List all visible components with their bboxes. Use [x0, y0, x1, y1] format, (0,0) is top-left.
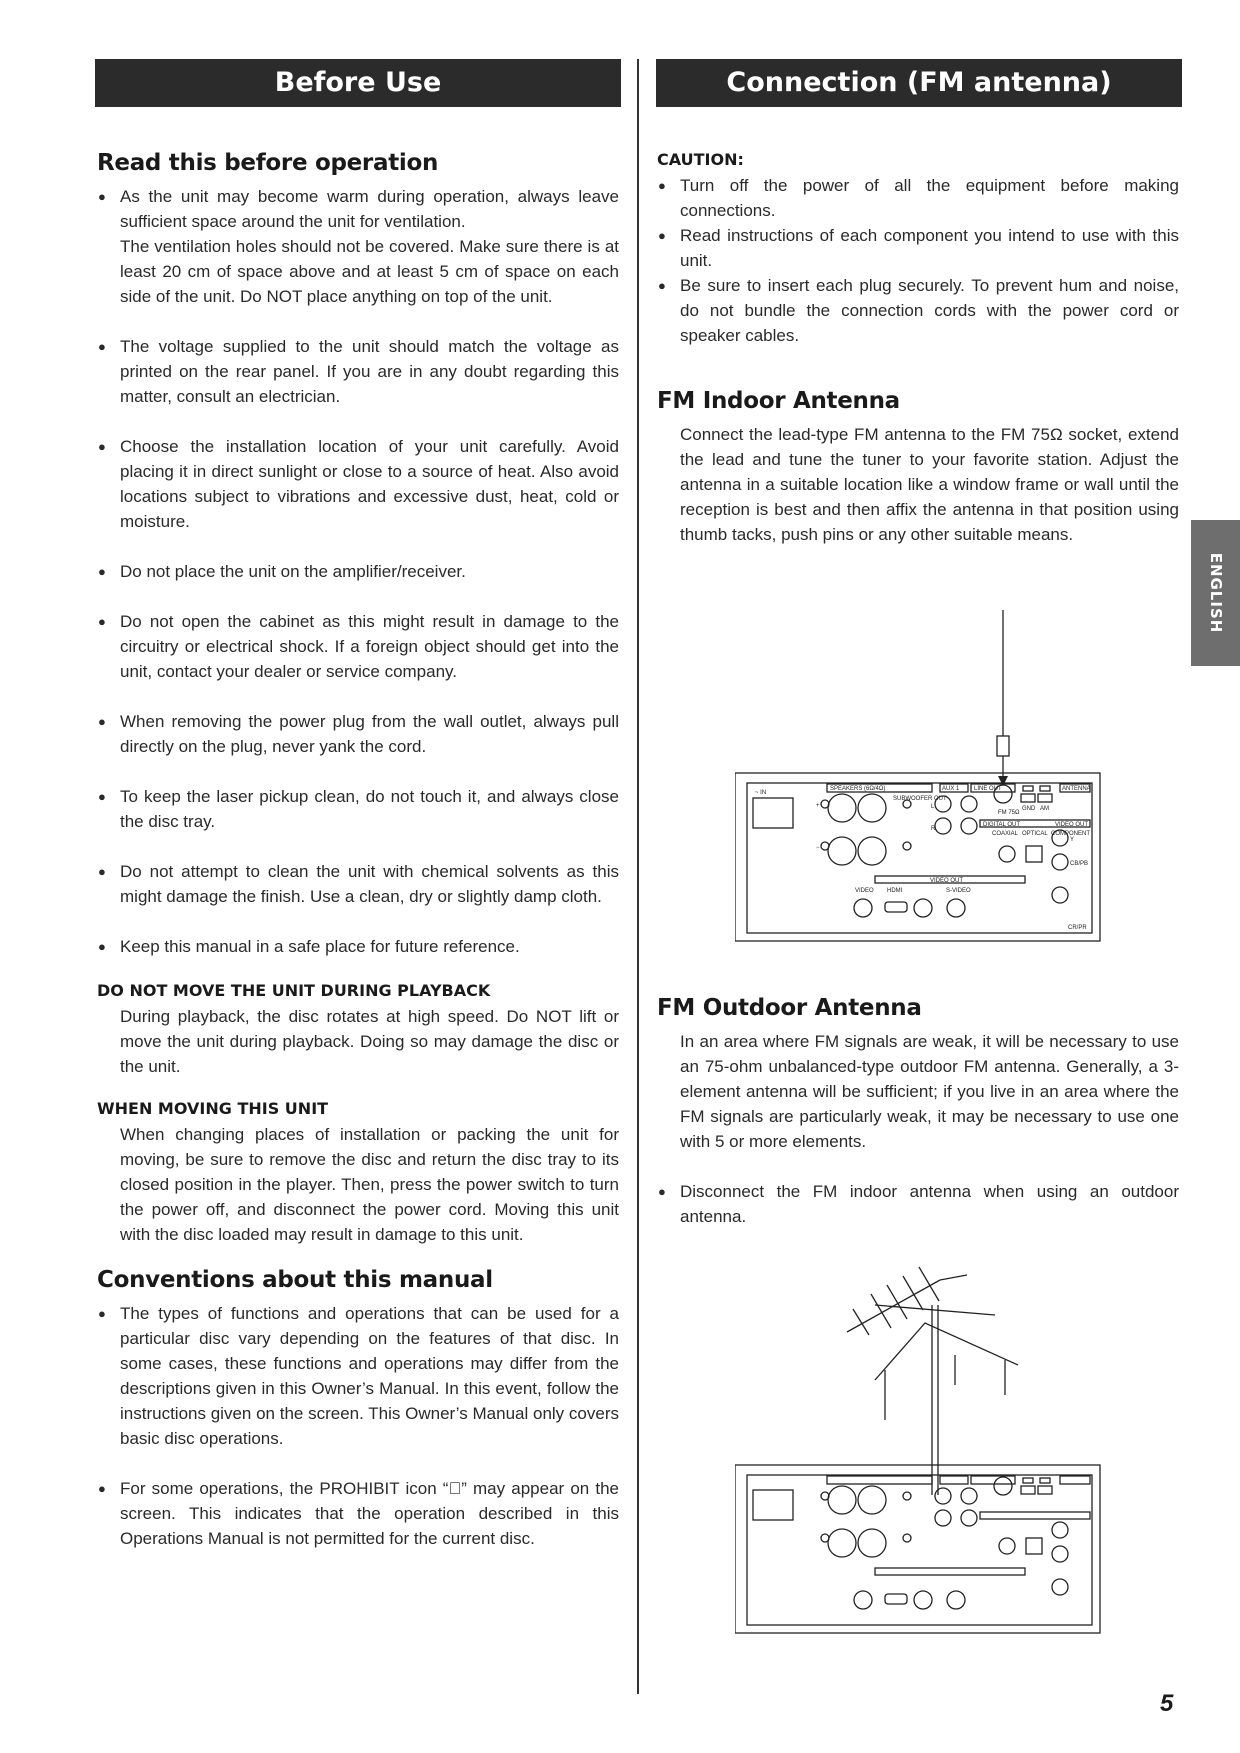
language-tab-label: ENGLISH — [1206, 552, 1225, 634]
panel-label-subwoofer: SUBWOOFER OUT — [893, 796, 947, 802]
bullet-voltage: ● The voltage supplied to the unit should match the voltage as printed on the rear panel. If you are in any doubt regarding this matter, consult an electrician. — [97, 334, 619, 409]
language-tab — [1191, 520, 1240, 666]
fm-outdoor-heading: FM Outdoor Antenna — [657, 995, 922, 1021]
bullet-cleaning: ● Do not attempt to clean the unit with chemical solvents as this might damage the finish. Use a clean, dry or slightly damp cloth. — [97, 859, 619, 909]
column-divider — [637, 59, 639, 1694]
fm-outdoor-section — [657, 995, 1179, 1229]
panel-label-r: R — [931, 826, 936, 832]
bullet-caution-plug: ● Be sure to insert each plug securely. To prevent hum and noise, do not bundle the connection cords with the power cord or speaker cables. — [657, 273, 1179, 348]
panel-label-aux: AUX 1 — [942, 786, 960, 792]
moving-text: When changing places of installation or packing the unit for moving, be sure to remove the disc and return the disc tray to its closed position in the player. Then, press the power switch to turn the power off, and disconnect the power cord. Moving this unit with the disc loaded may result in damage to this unit. — [120, 1125, 619, 1244]
caution-heading: CAUTION: — [657, 150, 744, 169]
bullet-amplifier: ● Do not place the unit on the amplifier/receiver. — [97, 559, 619, 584]
panel-label-line-out: LINE OUT — [974, 786, 1002, 792]
panel-label-cbpb: CB/PB — [1070, 861, 1089, 867]
panel-label-video-out-small: VIDEO OUT — [1055, 822, 1089, 828]
panel-label-coaxial: COAXIAL — [992, 831, 1019, 837]
panel-label-svideo: S-VIDEO — [946, 888, 971, 894]
panel-label-gnd: GND — [1022, 806, 1036, 812]
panel-label-video: VIDEO — [855, 888, 874, 894]
fm-indoor-heading: FM Indoor Antenna — [657, 388, 900, 414]
panel-label-fm: FM 75Ω — [998, 810, 1020, 816]
indoor-antenna-diagram — [735, 608, 1105, 943]
panel-label-hdmi: HDMI — [887, 888, 903, 894]
bullet-power-plug: ● When removing the power plug from the wall outlet, always pull directly on the plug, never yank the cord. — [97, 709, 619, 759]
panel-label-component: COMPONENT — [1051, 831, 1090, 837]
bullet-conventions-prohibit: ● For some operations, the PROHIBIT icon “⃠” may appear on the screen. This indicates that the operation described in this Operations Manual is not permitted for the current disc. — [97, 1476, 619, 1551]
right-section-banner: Connection (FM antenna) — [656, 59, 1182, 107]
conventions-heading: Conventions about this manual — [97, 1267, 493, 1293]
panel-label-minus: − — [816, 845, 820, 851]
panel-label-antenna: ANTENNA — [1062, 786, 1091, 792]
fm-indoor-text: Connect the lead-type FM antenna to the FM 75Ω socket, extend the lead and tune the tuner to your favorite station. Adjust the antenna in a suitable location like a window frame or wall until the reception is best and then affix the antenna in that position using thumb tacks, push pins or any other suitable means. — [680, 425, 1179, 544]
panel-label-video-out: VIDEO OUT — [930, 878, 964, 884]
read-before-heading: Read this before operation — [97, 150, 439, 176]
bullet-disconnect-indoor: ● Disconnect the FM indoor antenna when using an outdoor antenna. — [657, 1179, 1179, 1229]
bullet-conventions-functions: ● The types of functions and operations that can be used for a particular disc vary depending on the features of that disc. In some cases, these functions and operations may differ from the descriptions given in this Owner’s Manual. In this event, follow the instructions given on the screen. This Owner’s Manual only covers basic disc operations. — [97, 1301, 619, 1451]
page-number: 5 — [1160, 1690, 1174, 1717]
bullet-laser: ● To keep the laser pickup clean, do not touch it, and always close the disc tray. — [97, 784, 619, 834]
left-column — [97, 150, 619, 1551]
panel-label-speakers: SPEAKERS (6Ω/4Ω) — [830, 786, 886, 792]
bullet-caution-instructions: ● Read instructions of each component you intend to use with this unit. — [657, 223, 1179, 273]
panel-label-digital-out: DIGITAL OUT — [983, 822, 1021, 828]
fm-outdoor-text: In an area where FM signals are weak, it will be necessary to use an 75-ohm unbalanced-type outdoor FM antenna. Generally, a 3-element antenna will be sufficient; if you live in an area where the FM signals are particularly weak, it may be necessary to use one with 5 or more elements. — [680, 1032, 1179, 1151]
bullet-caution-power: ● Turn off the power of all the equipment before making connections. — [657, 173, 1179, 223]
panel-label-crpr: CR/PR — [1068, 925, 1087, 931]
panel-label-am: AM — [1040, 806, 1049, 812]
do-not-move-heading: DO NOT MOVE THE UNIT DURING PLAYBACK — [97, 981, 491, 1000]
outdoor-antenna-diagram — [735, 1265, 1105, 1635]
do-not-move-text: During playback, the disc rotates at high speed. Do NOT lift or move the unit during playback. Doing so may damage the disc or the unit. — [120, 1007, 619, 1076]
bullet-ventilation: ● As the unit may become warm during operation, always leave sufficient space around the unit for ventilation. — [97, 184, 619, 234]
fm-socket-outdoor — [994, 1477, 1012, 1495]
bullet-keep-manual: ● Keep this manual in a safe place for future reference. — [97, 934, 619, 959]
antenna-plug — [997, 736, 1009, 756]
panel-label-optical: OPTICAL — [1022, 831, 1048, 837]
panel-label-plus: + — [816, 803, 820, 809]
bullet-cabinet: ● Do not open the cabinet as this might result in damage to the circuitry or electrical shock. If a foreign object should get into the unit, contact your dealer or service company. — [97, 609, 619, 684]
left-section-banner: Before Use — [95, 59, 621, 107]
panel-label-ac-in: ~ IN — [755, 790, 767, 796]
panel-label-y: Y — [1070, 837, 1075, 843]
right-column — [657, 150, 1179, 547]
bullet-location: ● Choose the installation location of your unit carefully. Avoid placing it in direct sunlight or close to a source of heat. Also avoid locations subject to vibrations and excessive dust, heat, cold or moisture. — [97, 434, 619, 534]
panel-label-l: L — [931, 804, 935, 810]
ventilation-note: The ventilation holes should not be covered. Make sure there is at least 20 cm of space above and at least 5 cm of space on each side of the unit. Do NOT place anything on top of the unit. — [120, 237, 619, 306]
moving-heading: WHEN MOVING THIS UNIT — [97, 1099, 329, 1118]
